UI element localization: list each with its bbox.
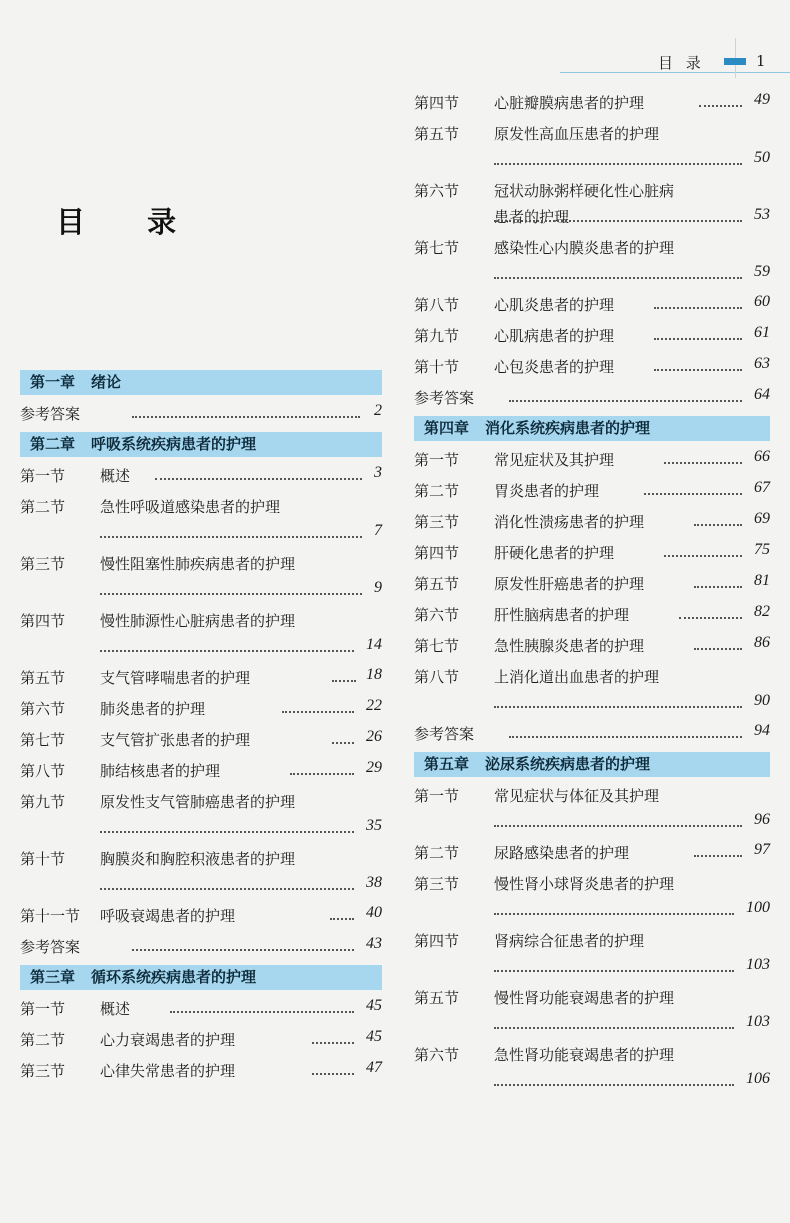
leader-dots — [100, 831, 354, 833]
toc-entry[interactable] — [20, 1058, 382, 1089]
section-title: 尿路感染患者的护理 — [494, 844, 630, 862]
toc-entry[interactable] — [20, 758, 382, 789]
chapter-title: 循环系统疾病患者的护理 — [91, 968, 257, 986]
leader-dots — [644, 493, 742, 495]
section-title: 上消化道出血患者的护理 — [494, 668, 660, 686]
section-number: 第四节 — [414, 932, 460, 950]
toc-column-right — [414, 90, 770, 1099]
section-title: 慢性阻塞性肺疾病患者的护理 — [100, 555, 296, 573]
section-title: 急性呼吸道感染患者的护理 — [100, 498, 281, 516]
section-number: 第七节 — [414, 239, 460, 257]
page-number: 50 — [754, 149, 770, 166]
page-number: 40 — [366, 904, 382, 921]
section-number: 第三节 — [20, 555, 66, 573]
section-title: 消化性溃疡患者的护理 — [494, 513, 645, 531]
page-number: 3 — [374, 464, 382, 481]
section-number: 第八节 — [20, 762, 66, 780]
leader-dots — [694, 524, 742, 526]
section-number: 第七节 — [20, 731, 66, 749]
page-number: 100 — [746, 899, 770, 916]
header-marker — [724, 58, 746, 65]
page-number: 43 — [366, 935, 382, 952]
toc-entry[interactable] — [414, 928, 770, 985]
section-number: 第九节 — [414, 327, 460, 345]
toc-entry[interactable] — [414, 871, 770, 928]
leader-dots — [330, 918, 354, 920]
toc-entry[interactable] — [20, 903, 382, 934]
page-title: 目 录 — [56, 205, 203, 239]
section-title: 肾病综合征患者的护理 — [494, 932, 645, 950]
leader-dots — [170, 1011, 354, 1013]
section-number: 第五节 — [20, 669, 66, 687]
section-number: 第一节 — [414, 787, 460, 805]
page-number: 18 — [366, 666, 382, 683]
leader-dots — [494, 970, 734, 972]
toc-entry[interactable] — [414, 783, 770, 840]
leader-dots — [494, 913, 734, 915]
page-number: 35 — [366, 817, 382, 834]
section-title-line2: 患者的护理 — [494, 208, 570, 226]
section-number: 第一节 — [20, 467, 66, 485]
section-title: 急性胰腺炎患者的护理 — [494, 637, 645, 655]
toc-entry[interactable] — [414, 509, 770, 540]
section-title: 急性肾功能衰竭患者的护理 — [494, 1046, 675, 1064]
section-number: 第六节 — [414, 1046, 460, 1064]
page-number: 69 — [754, 510, 770, 527]
section-number: 第一节 — [414, 451, 460, 469]
page-number: 66 — [754, 448, 770, 465]
section-title: 常见症状及其护理 — [494, 451, 615, 469]
toc-entry[interactable] — [414, 385, 770, 416]
toc-entry[interactable] — [20, 551, 382, 608]
section-title: 胃炎患者的护理 — [494, 482, 600, 500]
leader-dots — [679, 617, 742, 619]
section-number: 第五节 — [414, 125, 460, 143]
toc-entry[interactable] — [414, 178, 770, 235]
toc-entry[interactable] — [414, 571, 770, 602]
toc-entry[interactable] — [414, 840, 770, 871]
toc-entry[interactable] — [414, 235, 770, 292]
toc-entry[interactable] — [414, 323, 770, 354]
page-number: 63 — [754, 355, 770, 372]
section-title: 心肌炎患者的护理 — [494, 296, 615, 314]
section-title: 肝硬化患者的护理 — [494, 544, 615, 562]
section-number: 第二节 — [414, 844, 460, 862]
section-number: 第六节 — [414, 182, 460, 200]
section-title: 呼吸衰竭患者的护理 — [100, 907, 236, 925]
section-title: 慢性肺源性心脏病患者的护理 — [100, 612, 296, 630]
leader-dots — [100, 888, 354, 890]
toc-entry[interactable] — [20, 463, 382, 494]
section-title: 支气管哮喘患者的护理 — [100, 669, 251, 687]
leader-dots — [132, 416, 360, 418]
toc-entry[interactable] — [20, 727, 382, 758]
leader-dots — [494, 277, 742, 279]
page-header — [560, 50, 790, 80]
section-number: 第八节 — [414, 668, 460, 686]
leader-dots — [282, 711, 354, 713]
section-number: 第六节 — [20, 700, 66, 718]
leader-dots — [100, 593, 362, 595]
section-title: 慢性肾小球肾炎患者的护理 — [494, 875, 675, 893]
section-number: 参考答案 — [20, 938, 81, 956]
section-number: 第十节 — [414, 358, 460, 376]
section-number: 第二节 — [414, 482, 460, 500]
leader-dots — [312, 1073, 354, 1075]
chapter-number: 第五章 — [424, 755, 470, 773]
toc-entry[interactable] — [20, 996, 382, 1027]
page-number: 97 — [754, 841, 770, 858]
leader-dots — [132, 949, 354, 951]
page-number: 22 — [366, 697, 382, 714]
leader-dots — [494, 1084, 734, 1086]
chapter-title: 绪论 — [91, 373, 122, 391]
section-number: 第六节 — [414, 606, 460, 624]
section-number: 第八节 — [414, 296, 460, 314]
section-number: 第二节 — [20, 498, 66, 516]
page-number: 47 — [366, 1059, 382, 1076]
leader-dots — [494, 1027, 734, 1029]
chapter-heading — [414, 752, 770, 777]
page-number: 103 — [746, 1013, 770, 1030]
toc-entry[interactable] — [20, 608, 382, 665]
chapter-number: 第三章 — [30, 968, 76, 986]
leader-dots — [694, 586, 742, 588]
section-title: 常见症状与体征及其护理 — [494, 787, 660, 805]
chapter-number: 第二章 — [30, 435, 76, 453]
toc-entry[interactable] — [414, 540, 770, 571]
section-title: 心律失常患者的护理 — [100, 1062, 236, 1080]
leader-dots — [694, 855, 742, 857]
leader-dots — [509, 736, 742, 738]
section-title: 肺结核患者的护理 — [100, 762, 221, 780]
leader-dots — [654, 369, 742, 371]
section-title: 心包炎患者的护理 — [494, 358, 615, 376]
section-number: 参考答案 — [20, 405, 81, 423]
toc-entry[interactable] — [414, 354, 770, 385]
section-title: 慢性肾功能衰竭患者的护理 — [494, 989, 675, 1007]
section-title-line1: 冠状动脉粥样硬化性心脏病 — [494, 182, 675, 200]
section-title — [494, 180, 675, 226]
toc-entry[interactable] — [414, 292, 770, 323]
page-number: 59 — [754, 263, 770, 280]
leader-dots — [654, 338, 742, 340]
section-title: 肺炎患者的护理 — [100, 700, 206, 718]
section-title: 原发性支气管肺癌患者的护理 — [100, 793, 296, 811]
section-title: 心脏瓣膜病患者的护理 — [494, 94, 645, 112]
leader-dots — [100, 536, 362, 538]
section-number: 第三节 — [414, 875, 460, 893]
chapter-heading — [20, 370, 382, 395]
chapter-title: 消化系统疾病患者的护理 — [485, 419, 651, 437]
section-number: 第十节 — [20, 850, 66, 868]
section-number: 第三节 — [414, 513, 460, 531]
toc-entry[interactable] — [20, 1027, 382, 1058]
section-number: 第一节 — [20, 1000, 66, 1018]
section-number: 第五节 — [414, 575, 460, 593]
section-title: 心肌病患者的护理 — [494, 327, 615, 345]
chapter-title: 呼吸系统疾病患者的护理 — [91, 435, 257, 453]
leader-dots — [312, 1042, 354, 1044]
leader-dots — [509, 400, 742, 402]
section-title: 胸膜炎和胸腔积液患者的护理 — [100, 850, 296, 868]
page-number: 61 — [754, 324, 770, 341]
toc-entry[interactable] — [414, 721, 770, 752]
chapter-heading — [20, 432, 382, 457]
section-number: 第三节 — [20, 1062, 66, 1080]
section-title: 原发性肝癌患者的护理 — [494, 575, 645, 593]
toc-column-left — [20, 370, 382, 1089]
section-number: 第四节 — [414, 544, 460, 562]
chapter-heading — [414, 416, 770, 441]
section-number: 参考答案 — [414, 389, 475, 407]
chapter-title: 泌尿系统疾病患者的护理 — [485, 755, 651, 773]
leader-dots — [494, 163, 742, 165]
toc-entry[interactable] — [20, 934, 382, 965]
header-label: 目 录 — [658, 54, 705, 72]
page-number: 7 — [374, 522, 382, 539]
page-number: 90 — [754, 692, 770, 709]
leader-dots — [494, 220, 742, 222]
section-number: 第九节 — [20, 793, 66, 811]
leader-dots — [664, 462, 742, 464]
section-title: 心力衰竭患者的护理 — [100, 1031, 236, 1049]
page-number: 81 — [754, 572, 770, 589]
page-number: 106 — [746, 1070, 770, 1087]
leader-dots — [664, 555, 742, 557]
chapter-number: 第四章 — [424, 419, 470, 437]
leader-dots — [332, 680, 356, 682]
leader-dots — [699, 105, 742, 107]
toc-entry[interactable] — [414, 447, 770, 478]
page-number: 94 — [754, 722, 770, 739]
leader-dots — [155, 478, 362, 480]
header-page-number: 1 — [756, 52, 766, 70]
section-title: 原发性高血压患者的护理 — [494, 125, 660, 143]
toc-entry[interactable] — [20, 696, 382, 727]
toc-entry[interactable] — [414, 478, 770, 509]
leader-dots — [494, 825, 742, 827]
page-number: 14 — [366, 636, 382, 653]
page-number: 38 — [366, 874, 382, 891]
toc-entry[interactable] — [20, 494, 382, 551]
toc-entry[interactable] — [414, 985, 770, 1042]
toc-entry[interactable] — [414, 602, 770, 633]
section-number: 参考答案 — [414, 725, 475, 743]
page-number: 2 — [374, 402, 382, 419]
section-number: 第七节 — [414, 637, 460, 655]
page-number: 75 — [754, 541, 770, 558]
leader-dots — [494, 706, 742, 708]
toc-entry[interactable] — [414, 90, 770, 121]
leader-dots — [100, 650, 354, 652]
toc-entry[interactable] — [20, 846, 382, 903]
section-title: 感染性心内膜炎患者的护理 — [494, 239, 675, 257]
page-number: 64 — [754, 386, 770, 403]
page-number: 67 — [754, 479, 770, 496]
toc-entry[interactable] — [20, 665, 382, 696]
section-number: 第十一节 — [20, 907, 81, 925]
page-number: 53 — [754, 206, 770, 223]
page-number: 29 — [366, 759, 382, 776]
page-number: 26 — [366, 728, 382, 745]
page-number: 96 — [754, 811, 770, 828]
chapter-heading — [20, 965, 382, 990]
page-number: 9 — [374, 579, 382, 596]
section-title: 概述 — [100, 467, 131, 485]
section-number: 第四节 — [20, 612, 66, 630]
chapter-number: 第一章 — [30, 373, 76, 391]
toc-entry[interactable] — [414, 121, 770, 178]
section-number: 第四节 — [414, 94, 460, 112]
leader-dots — [332, 742, 354, 744]
section-number: 第五节 — [414, 989, 460, 1007]
page-number: 103 — [746, 956, 770, 973]
section-title: 支气管扩张患者的护理 — [100, 731, 251, 749]
toc-entry[interactable] — [20, 789, 382, 846]
leader-dots — [694, 648, 742, 650]
section-title: 肝性脑病患者的护理 — [494, 606, 630, 624]
toc-entry[interactable] — [414, 1042, 770, 1099]
section-title: 概述 — [100, 1000, 131, 1018]
section-number: 第二节 — [20, 1031, 66, 1049]
page-number: 45 — [366, 1028, 382, 1045]
page-number: 45 — [366, 997, 382, 1014]
page-number: 49 — [754, 91, 770, 108]
page-number: 60 — [754, 293, 770, 310]
leader-dots — [654, 307, 742, 309]
page-number: 86 — [754, 634, 770, 651]
toc-entry[interactable] — [20, 401, 382, 432]
leader-dots — [290, 773, 354, 775]
page-number: 82 — [754, 603, 770, 620]
toc-entry[interactable] — [414, 633, 770, 664]
toc-entry[interactable] — [414, 664, 770, 721]
